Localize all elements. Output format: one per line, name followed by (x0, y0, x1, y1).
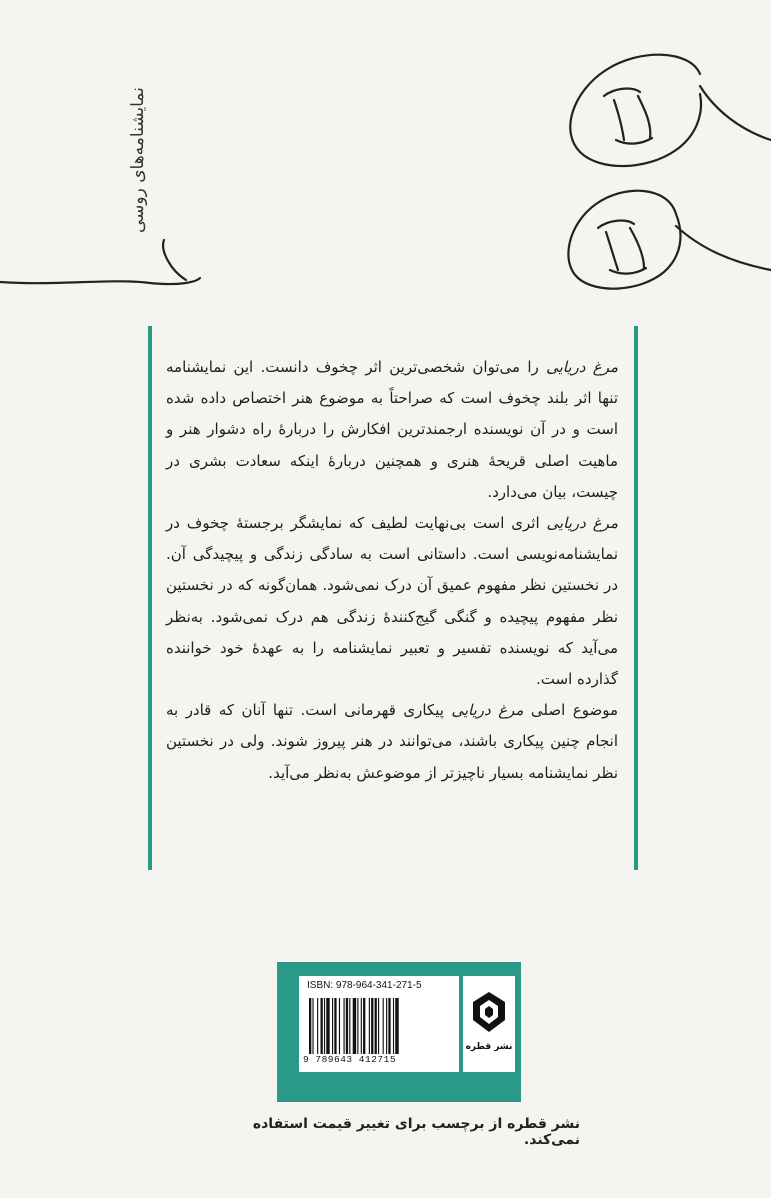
barcode-stripe (339, 998, 340, 1054)
barcode-stripe (353, 998, 356, 1054)
barcode-stripe (378, 998, 379, 1054)
paragraph-text: اثری است بی‌نهایت لطیف که نمایشگر برجستهٔ چخوف در نمایشنامه‌نویسی است. داستانی است به سادگی زندگی و پیچیدگی آن. در نخستین نظر مفهوم عمیق آن درک نمی‌شود. همان‌گونه که در نخستین نظر مفهوم پیچیده و گنگی گیج‌کنندهٔ زندگی هم درک نمی‌شود. به‌نظر می‌آید که نویسنده تفسیر و تعبیر نمایشنامه را به عهدهٔ خود خواننده گذارده است. (166, 514, 618, 689)
barcode-stripe (324, 998, 325, 1054)
barcode-stripe (395, 998, 398, 1054)
barcode-stripe (317, 998, 318, 1054)
line-drawing-icon (0, 0, 771, 330)
barcode-stripe (375, 998, 377, 1054)
barcode-stripe (363, 998, 365, 1054)
barcode-panel (277, 962, 521, 1102)
series-label: نمایشنامه‌های روسی (128, 87, 148, 233)
left-rule (148, 326, 152, 870)
book-title: مرغ دریایی (546, 358, 619, 376)
barcode-stripe (386, 998, 387, 1054)
paragraph-text: را می‌توان شخصی‌ترین اثر چخوف دانست. این نمایشنامه تنها اثر بلند چخوف است که صراحتاً به موضوع هنر اختصاص داده شده است و در آن نویسنده ارجمندترین افکارش را دربارهٔ راه دشوار هنر و ماهیت اصلی قریحهٔ هنری و همچنین دربارهٔ اینکه سعادت بشری در چیست، بیان می‌دارد. (166, 358, 618, 501)
barcode-label (299, 976, 459, 1072)
barcode-digits: 9 789643 412715 (303, 1054, 397, 1065)
barcode-stripe (369, 998, 370, 1054)
publisher-logo (463, 976, 515, 1072)
right-rule (634, 326, 638, 870)
face-top-icon (570, 55, 771, 166)
publisher-name: نشر قطره (465, 1042, 513, 1052)
publisher-logo-icon (469, 990, 509, 1034)
barcode-stripe (371, 998, 373, 1054)
barcode-stripe (388, 998, 390, 1054)
blurb-paragraph-2 (166, 508, 618, 695)
barcode-stripe (393, 998, 394, 1054)
blurb-section (148, 326, 638, 870)
barcode-stripe (349, 998, 350, 1054)
barcode-stripe (321, 998, 323, 1054)
isbn-text: ISBN: 978-964-341-271-5 (307, 980, 422, 991)
blurb-paragraph-1 (166, 352, 618, 508)
barcode-stripe (383, 998, 384, 1054)
barcode-icon (307, 998, 451, 1054)
blurb-paragraph-3 (166, 695, 618, 789)
barcode-stripe (332, 998, 333, 1054)
barcode-stripe (344, 998, 345, 1054)
barcode-stripe (357, 998, 358, 1054)
barcode-stripe (312, 998, 313, 1054)
blurb-text (166, 352, 618, 789)
barcode-stripe (334, 998, 336, 1054)
price-notice: نشر قطره از برچسب برای تغییر قیمت استفاده نمی‌کند. (252, 1116, 580, 1148)
paragraph-text: موضوع اصلی (523, 701, 618, 720)
paragraph-text: پیکاری قهرمانی است. تنها آنان که قادر به انجام چنین پیکاری باشند، می‌توانند در هنر پیروز شوند. ولی در نخستین نظر نمایشنامه بسیار ناچیزتر از موضوعش به‌نظر می‌آید. (166, 701, 618, 782)
barcode-stripe (346, 998, 348, 1054)
barcode-stripe (326, 998, 329, 1054)
book-title: مرغ دریایی (451, 701, 524, 720)
barcode-stripe (361, 998, 362, 1054)
barcode-stripe (309, 998, 311, 1054)
face-bottom-icon (568, 191, 771, 289)
book-title: مرغ دریایی (546, 514, 618, 533)
